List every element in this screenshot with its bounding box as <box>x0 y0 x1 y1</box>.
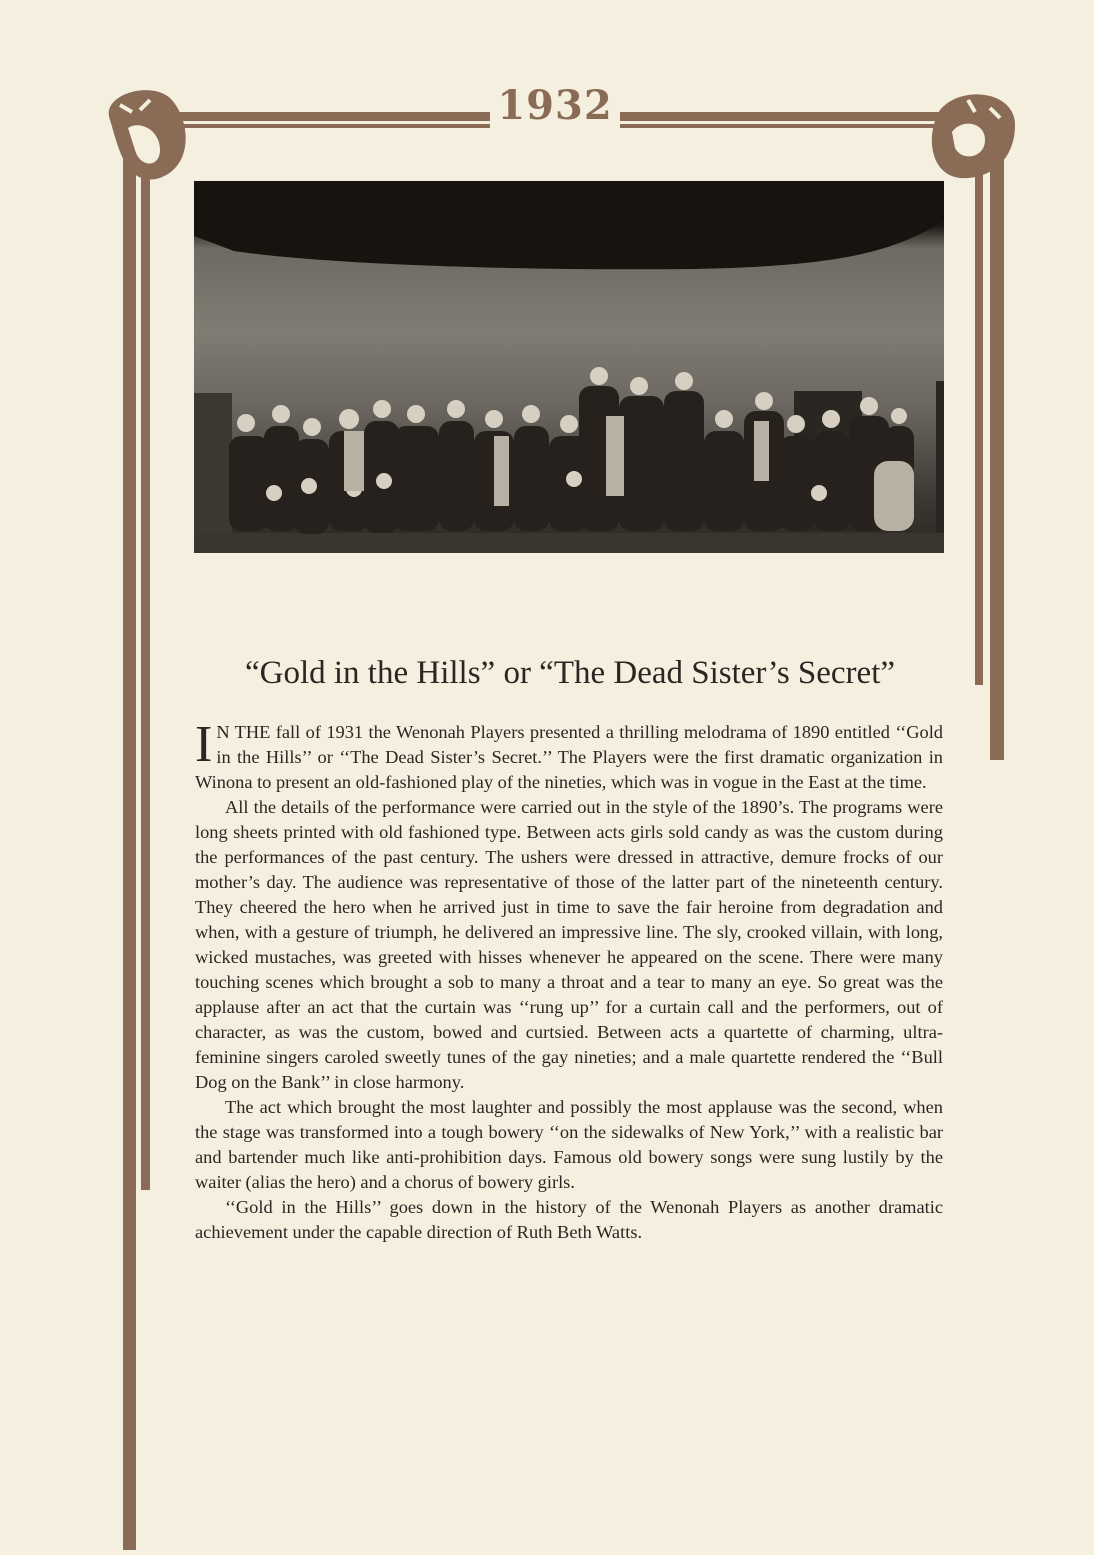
comedy-mask-icon <box>109 90 186 179</box>
paragraph-1-text: N THE fall of 1931 the Wenonah Players presented a thrilling melodrama of 1890 entitled ‘‘Gold in the Hills’’ or ‘‘The Dead Sister’s Secret.’’ The Players were the first dramatic organization in Winona to present an old-fashioned play of the nineties, which was in vogue in the East at the time. <box>195 722 943 792</box>
paragraph-4: ‘‘Gold in the Hills’’ goes down in the history of the Wenonah Players as another dramatic achievement under the capable direction of Ruth Beth Watts. <box>195 1197 943 1242</box>
paragraph-3: The act which brought the most laughter and possibly the most applause was the second, when the stage was transformed into a tough bowery ‘‘on the sidewalks of New York,’’ with a realistic bar and bartender much like anti-prohibition days. Famous old bowery songs were sung lustily by the waiter (alias the hero) and a chorus of bowery girls. <box>195 1097 943 1192</box>
yearbook-year: 1932 <box>490 82 620 129</box>
article-title: “Gold in the Hills” or “The Dead Sister’s Secret” <box>244 655 896 691</box>
paragraph-1 <box>195 716 943 795</box>
cast-photograph <box>194 181 944 553</box>
paragraph-2: All the details of the performance were carried out in the style of the 1890’s. The programs were long sheets printed with old fashioned type. Between acts girls sold candy as was the custom during the performances of the past century. The ushers were dressed in attractive, demure frocks of our mother’s day. The audience was representative of those of the latter part of the nineteenth century. They cheered the hero when he arrived just in time to save the fair heroine from degradation and when, with a gesture of triumph, he delivered an impressive line. The sly, crooked villain, with long, wicked mustaches, was greeted with hisses whenever he appeared on the scene. There were many touching scenes which brought a sob to many a throat and a tear to many an eye. So great was the applause after an act that the curtain was ‘‘rung up’’ for a curtain call and the performers, out of character, as was the custom, bowed and curtsied. Between acts a quartette of charming, ultra-feminine singers caroled sweetly tunes of the gay nineties; and a male quartette rendered the ‘‘Bull Dog on the Bank’’ in close harmony. <box>195 797 943 1092</box>
article-body <box>195 716 943 1245</box>
drop-cap: I <box>195 716 213 773</box>
